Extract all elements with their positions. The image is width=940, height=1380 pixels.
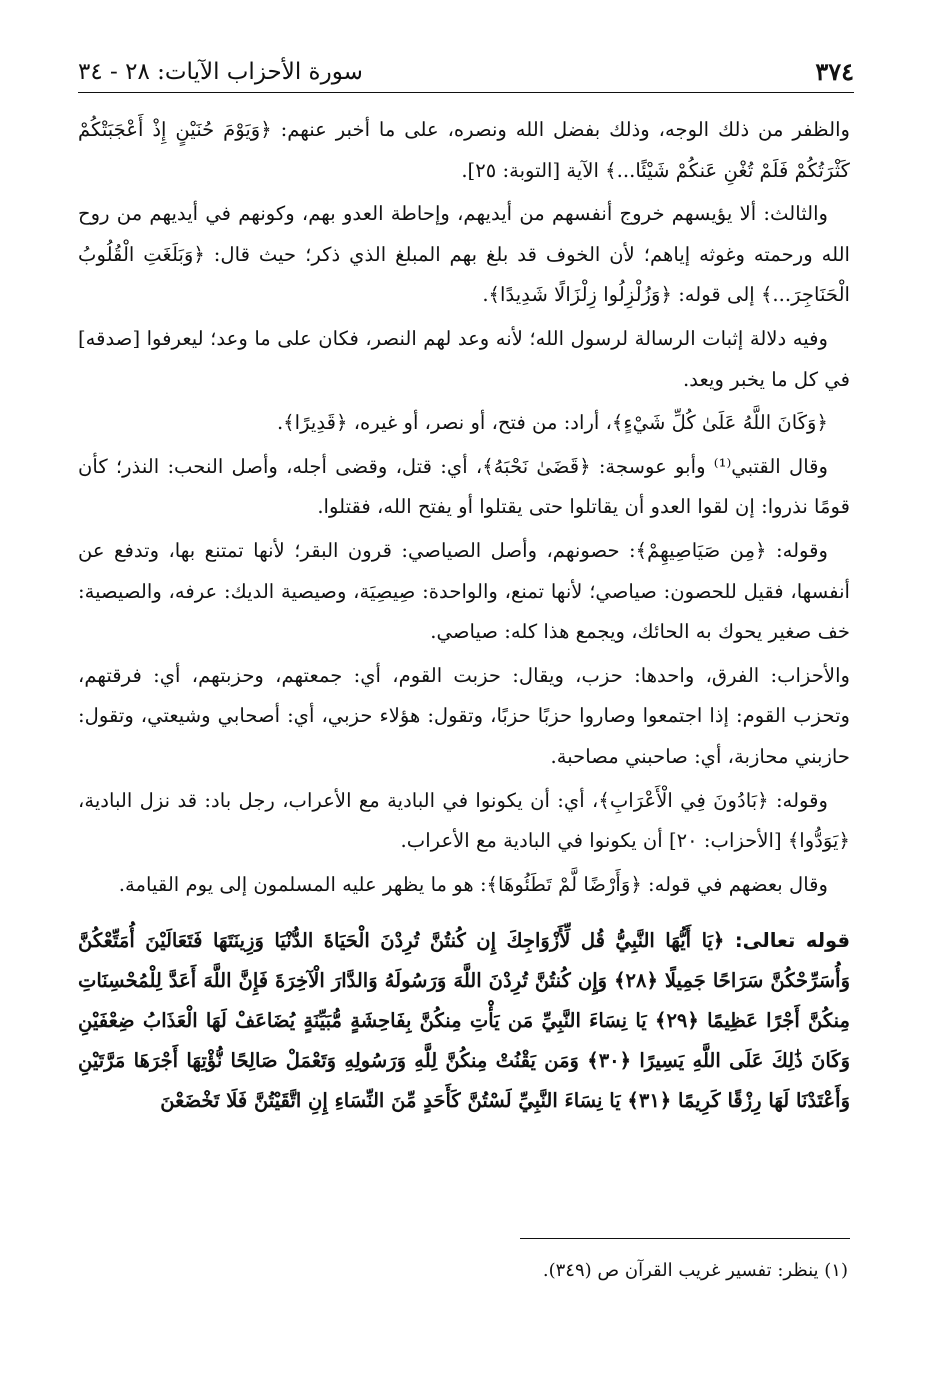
main-text [78,110,850,1121]
paragraph: وفيه دلالة إثبات الرسالة لرسول الله؛ لأنه وعد لهم النصر، فكان على ما وعد؛ ليعرفوا [صدقه] في كل ما يخبر ويعد. [78,326,850,391]
running-title: سورة الأحزاب الآيات: ٢٨ - ٣٤ [78,59,363,85]
paragraph: والأحزاب: الفرق، واحدها: حزب، ويقال: حزبت القوم، أي: جمعتهم، وحزبتهم، أي: فرقتهم، وتحزب القوم: إذا اجتمعوا وصاروا حزبًا حزبًا، وتقول: هؤلاء حزبي، أي: أصحابي وشيعتي، وتقول: حازبني محازبة، أي: صاحبني مصاحبة. [78,663,850,768]
paragraph: والظفر من ذلك الوجه، وذلك بفضل الله ونصره، على ما أخبر عنهم: ﴿وَيَوْمَ حُنَيْنٍ إِذْ أَعْجَبَتْكُمْ كَثْرَتُكُمْ فَلَمْ تُغْنِ عَنكُمْ شَيْئًا...﴾ الآية [التوبة: ٢٥]. [78,118,850,182]
paragraph: وقال بعضهم في قوله: ﴿وَأَرْضًا لَّمْ تَطَئُوهَا﴾: هو ما يظهر عليه المسلمون إلى يوم القيامة. [118,872,828,896]
paragraph: وقوله: ﴿مِن صَيَاصِيهِمْ﴾: حصونهم، وأصل الصياصي: قرون البقر؛ لأنها تمتنع بها، وتدفع عن أنفسها، فقيل للحصون: صياصي؛ لأنها تمنع، والواحدة: صِيصِيَة، وصيصية الديك: عرفه، والصيصية: خف صغير يحوك به الحائك، ويجمع هذا كله: صياصي. [78,538,850,644]
verses-text: ﴿يَا أَيُّهَا النَّبِيُّ قُل لِّأَزْوَاجِكَ إِن كُنتُنَّ تُرِدْنَ الْحَيَاةَ الدُّنْيَا وَزِينَتَهَا فَتَعَالَيْنَ أُمَتِّعْكُنَّ وَأُسَرِّحْكُنَّ سَرَاحًا جَمِيلًا ﴿٢٨﴾ وَإِن كُنتُنَّ تُرِدْنَ اللَّهَ وَرَسُولَهُ وَالدَّارَ الْآخِرَةَ فَإِنَّ اللَّهَ أَعَدَّ لِلْمُحْسِنَاتِ مِنكُنَّ أَجْرًا عَظِيمًا ﴿٢٩﴾ يَا نِسَاءَ النَّبِيِّ مَن يَأْتِ مِنكُنَّ بِفَاحِشَةٍ مُّبَيِّنَةٍ يُضَاعَفْ لَهَا الْعَذَابُ ضِعْفَيْنِ وَكَانَ ذَٰلِكَ عَلَى اللَّهِ يَسِيرًا ﴿٣٠﴾ وَمَن يَقْنُتْ مِنكُنَّ لِلَّهِ وَرَسُولِهِ وَتَعْمَلْ صَالِحًا نُّؤْتِهَا أَجْرَهَا مَرَّتَيْنِ وَأَعْتَدْنَا لَهَا رِزْقًا كَرِيمًا ﴿٣١﴾ يَا نِسَاءَ النَّبِيِّ لَسْتُنَّ كَأَحَدٍ مِّنَ النِّسَاءِ إِنِ اتَّقَيْتُنَّ فَلَا تَخْضَعْنَ [78,929,851,1113]
paragraph: ﴿وَكَانَ اللَّهُ عَلَىٰ كُلِّ شَيْءٍ﴾، أراد: من فتح، أو نصر، أو غيره، ﴿قَدِيرًا﴾. [276,411,828,435]
paragraph: وقوله: ﴿بَادُونَ فِي الْأَعْرَابِ﴾، أي: أن يكونوا في البادية مع الأعراب، رجل باد: قد نزل البادية، ﴿يَوَدُّوا﴾ [الأحزاب: ٢٠] أن يكونوا في البادية مع الأعراب. [78,788,850,853]
footnote: (١) ينظر: تفسير غريب القرآن ص (٣٤٩). [542,1260,848,1281]
footnote-divider [520,1238,850,1239]
paragraph: وقال القتبي⁽¹⁾ وأبو عوسجة: ﴿قَضَىٰ نَحْبَهُ﴾، أي: قتل، وقضى أجله، وأصل النحب: النذر؛ كأن قومًا نذروا: إن لقوا العدو أن يقاتلوا حتى يقتلوا أو يفتح الله، فقتلوا. [78,454,850,519]
page-number: ٣٧٤ [815,57,854,86]
verses-lead: قوله تعالى: [734,929,851,953]
page-header [78,52,854,93]
quran-verses [78,921,850,1121]
paragraph: والثالث: ألا يؤيسهم خروج أنفسهم من أيديهم، وإحاطة العدو بهم، وكونهم في أيديهم من روح الله ورحمته وغوثه إياهم؛ لأن الخوف قد بلغ بهم المبلغ الذي ذكر؛ حيث قال: ﴿وَبَلَغَتِ الْقُلُوبُ الْحَنَاجِرَ...﴾ إلى قوله: ﴿وَزُلْزِلُوا زِلْزَالًا شَدِيدًا﴾. [78,202,850,307]
